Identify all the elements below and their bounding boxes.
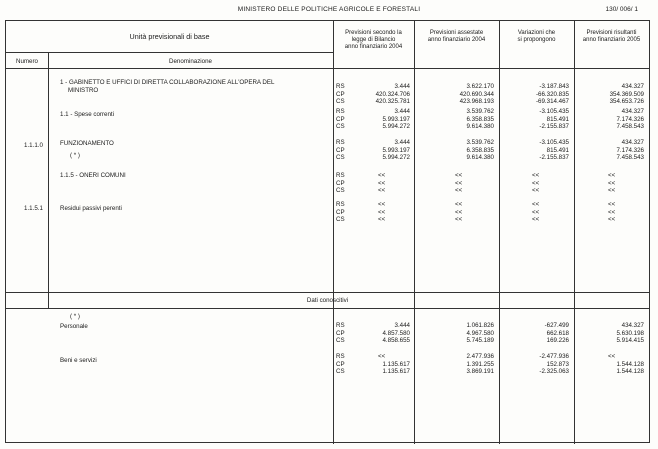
- row-bilancio: << 1.135.617 1.135.617: [378, 353, 410, 376]
- row-assestate: 2.477.936 1.391.255 3.869.191: [466, 353, 494, 376]
- row-numero: 1.1.5.1: [24, 205, 43, 212]
- row-risultanti: 434.327 7.174.326 7.458.543: [616, 108, 644, 131]
- col-variazioni: Variazioni che si propongono: [517, 30, 556, 43]
- row-variazioni: -2.477.936 152.873 -2.325.063: [539, 353, 569, 376]
- row-risultanti: << 1.544.128 1.544.128: [608, 353, 644, 376]
- row-variazioni: -3.187.843 -66.320.835 -69.314.467: [535, 83, 569, 106]
- row-denominazione: Beni e servizi: [60, 357, 97, 364]
- divider-variazioni: [499, 21, 500, 444]
- row-variazioni: -627.499 662.618 169.226: [544, 322, 569, 345]
- row-bilancio: 3.444 5.993.197 5.994.272: [382, 139, 410, 162]
- row-denominazione: Personale: [60, 323, 88, 330]
- row-types: RS CP CS: [336, 139, 345, 162]
- row-types: RS CP CS: [336, 83, 345, 106]
- row-types: RS CP CS: [336, 353, 345, 376]
- row-types: RS CP CS: [336, 201, 345, 224]
- row-numero: 1.1.1.0: [24, 142, 43, 149]
- col-prev-assestate: Previsioni assestate anno finanziario 2004: [427, 30, 486, 43]
- row-risultanti: << << <<: [608, 172, 616, 195]
- row-variazioni: -3.105.435 815.491 -2.155.837: [539, 139, 569, 162]
- upb-label: Unità previsionali di base: [129, 32, 210, 41]
- row-risultanti: 434.327 7.174.326 7.458.543: [616, 139, 644, 162]
- dati-bottom-line: [6, 308, 649, 309]
- row-risultanti: << << <<: [608, 201, 616, 224]
- row-bilancio: << << <<: [378, 201, 386, 224]
- row-assestate: 3.622.170 420.690.344 423.968.193: [459, 83, 494, 106]
- row-risultanti: 434.327 5.630.198 5.914.415: [616, 322, 644, 345]
- ministry-title: MINISTERO DELLE POLITICHE AGRICOLE E FORESTALI: [237, 6, 421, 13]
- row-denominazione: 1.1 - Spese correnti: [60, 111, 114, 118]
- row-bilancio: 3.444 420.324.706 420.325.781: [375, 83, 410, 106]
- row-variazioni: << << <<: [532, 201, 540, 224]
- row-denominazione: 1.1.5 - ONERI COMUNI: [60, 172, 126, 179]
- row-types: RS CP CS: [336, 322, 345, 345]
- row-bilancio: 3.444 4.857.580 4.858.655: [382, 322, 410, 345]
- divider-risultanti: [574, 21, 575, 444]
- col-numero: Numero: [15, 58, 38, 65]
- row-assestate: 3.539.762 6.358.835 9.614.380: [466, 139, 494, 162]
- row-types: RS CP CS: [336, 108, 345, 131]
- row-types: RS CP CS: [336, 172, 345, 195]
- dati-conoscitivi-label: Dati conoscitivi: [306, 297, 349, 304]
- row-denominazione: FUNZIONAMENTO ( * ): [60, 140, 114, 159]
- dati-top-line: [6, 292, 649, 293]
- budget-table: [5, 20, 650, 443]
- dati-note: ( * ): [70, 313, 80, 320]
- row-bilancio: 3.444 5.993.197 5.994.272: [382, 108, 410, 131]
- row-risultanti: 434.327 354.369.509 354.653.726: [609, 83, 644, 106]
- row-assestate: 3.539.762 6.358.835 9.614.380: [466, 108, 494, 131]
- row-assestate: << << <<: [455, 201, 463, 224]
- header-bottom-line: [6, 68, 649, 69]
- page-reference: 130/ 006/ 1: [605, 6, 638, 13]
- col-denominazione: Denominazione: [169, 58, 212, 65]
- row-bilancio: << << <<: [378, 172, 386, 195]
- col-prev-risultanti: Previsioni risultanti anno finanziario 2005: [582, 30, 641, 43]
- row-variazioni: << << <<: [532, 172, 540, 195]
- row-denominazione: Residui passivi perenti: [60, 205, 122, 212]
- divider-numero: [48, 52, 49, 309]
- row-assestate: << << <<: [455, 172, 463, 195]
- row-denominazione: 1 - GABINETTO E UFFICI DI DIRETTA COLLABORAZIONE ALL'OPERA DEL MINISTRO: [60, 79, 275, 94]
- divider-bilancio: [333, 21, 334, 444]
- row-assestate: 1.061.826 4.967.580 5.745.189: [466, 322, 494, 345]
- header-inner-line: [6, 52, 333, 53]
- row-variazioni: -3.105.435 815.491 -2.155.837: [539, 108, 569, 131]
- col-prev-bilancio: Previsioni secondo la legge di Bilancio anno finanziario 2004: [344, 30, 403, 50]
- divider-assestate: [414, 21, 415, 444]
